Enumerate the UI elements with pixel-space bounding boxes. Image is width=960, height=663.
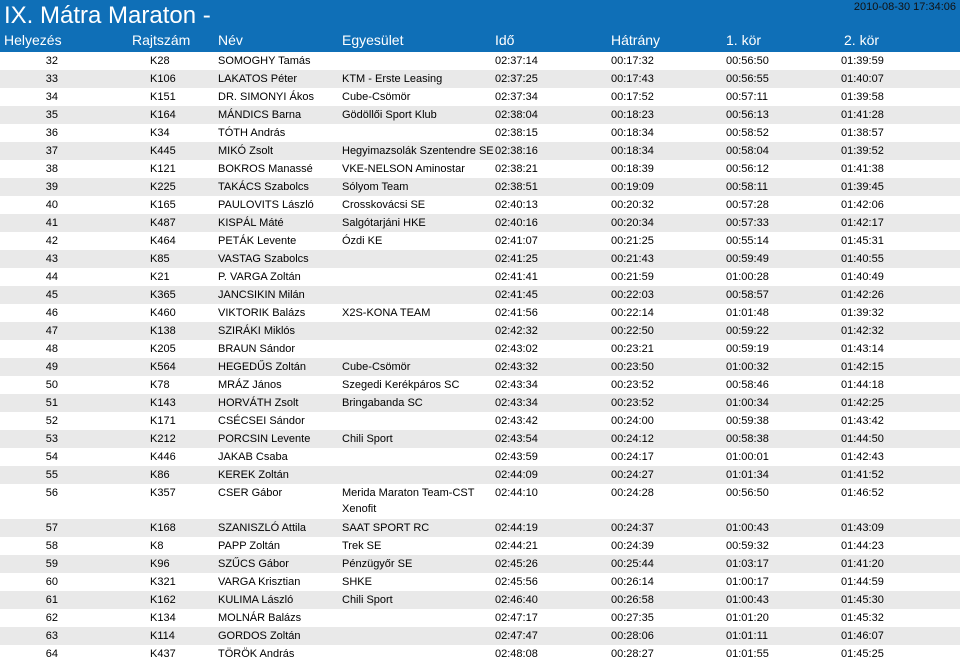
cell-lap1: 00:59:19 bbox=[726, 343, 769, 355]
cell-place: 58 bbox=[45, 540, 58, 552]
cell-name: HEGEDŰS Zoltán bbox=[218, 361, 307, 373]
cell-lap1: 01:01:20 bbox=[726, 612, 769, 624]
cell-lap1: 00:55:14 bbox=[726, 235, 769, 247]
cell-lap2: 01:46:07 bbox=[841, 630, 884, 642]
cell-bib: K564 bbox=[150, 361, 176, 373]
cell-name: CSER Gábor bbox=[218, 487, 283, 499]
table-row bbox=[0, 214, 960, 232]
cell-time: 02:38:16 bbox=[495, 145, 538, 157]
cell-time: 02:44:19 bbox=[495, 522, 538, 534]
cell-place: 61 bbox=[45, 594, 58, 606]
cell-place: 54 bbox=[45, 451, 58, 463]
cell-time: 02:41:07 bbox=[495, 235, 538, 247]
column-header-lap2: 2. kör bbox=[844, 32, 880, 48]
cell-time: 02:44:09 bbox=[495, 469, 538, 481]
cell-club: Gödöllői Sport Klub bbox=[342, 109, 437, 121]
cell-time: 02:43:34 bbox=[495, 379, 538, 391]
cell-place: 55 bbox=[45, 469, 58, 481]
cell-club: Merida Maraton Team-CST Xenofit bbox=[342, 487, 475, 515]
cell-lap2: 01:43:42 bbox=[841, 415, 884, 427]
cell-lap2: 01:45:30 bbox=[841, 594, 884, 606]
cell-name: BRAUN Sándor bbox=[218, 343, 296, 355]
cell-place: 56 bbox=[45, 487, 58, 499]
cell-name: JANCSIKIN Milán bbox=[218, 289, 305, 301]
table-row bbox=[0, 555, 960, 573]
cell-bib: K85 bbox=[150, 253, 170, 265]
cell-bib: K212 bbox=[150, 433, 176, 445]
cell-time: 02:38:04 bbox=[495, 109, 538, 121]
cell-bib: K96 bbox=[150, 558, 170, 570]
cell-time: 02:43:59 bbox=[495, 451, 538, 463]
cell-name: SZŰCS Gábor bbox=[218, 558, 289, 570]
table-row bbox=[0, 466, 960, 484]
cell-name: VIKTORIK Balázs bbox=[218, 307, 306, 319]
cell-lap1: 01:03:17 bbox=[726, 558, 769, 570]
cell-bib: K446 bbox=[150, 451, 176, 463]
table-row bbox=[0, 304, 960, 322]
column-header-club: Egyesület bbox=[342, 32, 404, 48]
cell-bib: K78 bbox=[150, 379, 170, 391]
cell-behind: 00:21:43 bbox=[611, 253, 654, 265]
cell-bib: K171 bbox=[150, 415, 176, 427]
cell-place: 34 bbox=[45, 91, 58, 103]
cell-bib: K106 bbox=[150, 73, 176, 85]
cell-bib: K437 bbox=[150, 648, 176, 660]
cell-place: 47 bbox=[45, 325, 58, 337]
cell-lap2: 01:42:26 bbox=[841, 289, 884, 301]
cell-behind: 00:23:52 bbox=[611, 397, 654, 409]
cell-lap2: 01:40:49 bbox=[841, 271, 884, 283]
cell-name: TÓTH András bbox=[218, 127, 286, 139]
cell-behind: 00:26:58 bbox=[611, 594, 654, 606]
table-row bbox=[0, 340, 960, 358]
cell-lap2: 01:44:59 bbox=[841, 576, 884, 588]
table-row bbox=[0, 52, 960, 70]
cell-lap1: 00:58:11 bbox=[726, 181, 769, 193]
table-row bbox=[0, 358, 960, 376]
page-title: IX. Mátra Maraton - bbox=[4, 2, 211, 29]
table-row bbox=[0, 322, 960, 340]
cell-lap2: 01:39:58 bbox=[841, 91, 884, 103]
cell-lap2: 01:45:31 bbox=[841, 235, 884, 247]
cell-lap1: 00:56:12 bbox=[726, 163, 769, 175]
cell-name: TAKÁCS Szabolcs bbox=[218, 181, 309, 193]
cell-place: 39 bbox=[45, 181, 58, 193]
cell-time: 02:40:16 bbox=[495, 217, 538, 229]
cell-time: 02:43:02 bbox=[495, 343, 538, 355]
cell-place: 33 bbox=[45, 73, 58, 85]
cell-behind: 00:28:06 bbox=[611, 630, 654, 642]
cell-time: 02:43:32 bbox=[495, 361, 538, 373]
cell-behind: 00:25:44 bbox=[611, 558, 654, 570]
cell-behind: 00:20:34 bbox=[611, 217, 654, 229]
cell-time: 02:43:54 bbox=[495, 433, 538, 445]
cell-behind: 00:23:52 bbox=[611, 379, 654, 391]
cell-bib: K138 bbox=[150, 325, 176, 337]
cell-bib: K460 bbox=[150, 307, 176, 319]
cell-club: Szegedi Kerékpáros SC bbox=[342, 379, 460, 391]
cell-lap2: 01:42:43 bbox=[841, 451, 884, 463]
cell-lap1: 00:58:57 bbox=[726, 289, 769, 301]
column-header-time: Idő bbox=[495, 32, 515, 48]
cell-behind: 00:18:39 bbox=[611, 163, 654, 175]
cell-bib: K464 bbox=[150, 235, 176, 247]
cell-bib: K365 bbox=[150, 289, 176, 301]
cell-place: 62 bbox=[45, 612, 58, 624]
cell-lap1: 01:01:11 bbox=[726, 630, 769, 642]
cell-place: 60 bbox=[45, 576, 58, 588]
cell-lap1: 01:00:32 bbox=[726, 361, 769, 373]
cell-lap1: 00:56:50 bbox=[726, 487, 769, 499]
cell-club: Chili Sport bbox=[342, 433, 393, 445]
cell-time: 02:43:42 bbox=[495, 415, 538, 427]
cell-club: X2S-KONA TEAM bbox=[342, 307, 431, 319]
table-row bbox=[0, 537, 960, 555]
cell-name: MÁNDICS Barna bbox=[218, 109, 302, 121]
cell-lap1: 00:56:55 bbox=[726, 73, 769, 85]
cell-club: VKE-NELSON Aminostar bbox=[342, 163, 465, 175]
cell-time: 02:38:51 bbox=[495, 181, 538, 193]
cell-bib: K445 bbox=[150, 145, 176, 157]
cell-time: 02:41:41 bbox=[495, 271, 538, 283]
cell-time: 02:41:25 bbox=[495, 253, 538, 265]
cell-behind: 00:20:32 bbox=[611, 199, 654, 211]
cell-lap1: 00:57:33 bbox=[726, 217, 769, 229]
cell-place: 44 bbox=[45, 271, 58, 283]
cell-place: 41 bbox=[45, 217, 58, 229]
cell-place: 43 bbox=[45, 253, 58, 265]
cell-bib: K21 bbox=[150, 271, 170, 283]
cell-name: MOLNÁR Balázs bbox=[218, 612, 302, 624]
cell-name: PAPP Zoltán bbox=[218, 540, 280, 552]
cell-lap2: 01:40:55 bbox=[841, 253, 884, 265]
cell-name: PAULOVITS László bbox=[218, 199, 314, 211]
cell-time: 02:40:13 bbox=[495, 199, 538, 211]
cell-name: TÖRÖK András bbox=[218, 648, 295, 660]
cell-name: VARGA Krisztian bbox=[218, 576, 301, 588]
cell-name: LAKATOS Péter bbox=[218, 73, 298, 85]
cell-lap1: 00:59:38 bbox=[726, 415, 769, 427]
cell-behind: 00:17:52 bbox=[611, 91, 654, 103]
cell-lap2: 01:42:17 bbox=[841, 217, 884, 229]
cell-lap1: 00:59:22 bbox=[726, 325, 769, 337]
cell-bib: K114 bbox=[150, 630, 175, 642]
cell-time: 02:44:10 bbox=[495, 487, 538, 499]
cell-club: Sólyom Team bbox=[342, 181, 409, 193]
cell-behind: 00:18:34 bbox=[611, 145, 654, 157]
cell-behind: 00:24:12 bbox=[611, 433, 654, 445]
cell-name: KULIMA László bbox=[218, 594, 294, 606]
cell-place: 53 bbox=[45, 433, 58, 445]
cell-name: PETÁK Levente bbox=[218, 235, 297, 247]
cell-name: VASTAG Szabolcs bbox=[218, 253, 309, 265]
cell-behind: 00:17:43 bbox=[611, 73, 654, 85]
cell-lap2: 01:43:14 bbox=[841, 343, 884, 355]
cell-time: 02:44:21 bbox=[495, 540, 538, 552]
table-row bbox=[0, 394, 960, 412]
cell-name: SZIRÁKI Miklós bbox=[218, 325, 296, 337]
cell-lap1: 00:59:32 bbox=[726, 540, 769, 552]
cell-place: 52 bbox=[45, 415, 58, 427]
cell-time: 02:41:45 bbox=[495, 289, 538, 301]
cell-behind: 00:22:50 bbox=[611, 325, 654, 337]
cell-bib: K357 bbox=[150, 487, 176, 499]
cell-club: Hegyimazsolák Szentendre SE bbox=[342, 145, 494, 157]
cell-behind: 00:22:14 bbox=[611, 307, 654, 319]
cell-club: Ózdi KE bbox=[342, 235, 383, 247]
cell-lap2: 01:39:45 bbox=[841, 181, 884, 193]
cell-behind: 00:24:00 bbox=[611, 415, 654, 427]
cell-name: P. VARGA Zoltán bbox=[218, 271, 301, 283]
cell-behind: 00:24:27 bbox=[611, 469, 654, 481]
cell-lap2: 01:46:52 bbox=[841, 487, 884, 499]
table-row bbox=[0, 232, 960, 250]
cell-lap2: 01:44:18 bbox=[841, 379, 884, 391]
cell-name: DR. SIMONYI Ákos bbox=[218, 91, 314, 103]
cell-lap1: 00:56:13 bbox=[726, 109, 769, 121]
cell-bib: K225 bbox=[150, 181, 176, 193]
column-header-place: Helyezés bbox=[4, 32, 62, 48]
table-row bbox=[0, 573, 960, 591]
cell-bib: K86 bbox=[150, 469, 170, 481]
cell-name: JAKAB Csaba bbox=[218, 451, 288, 463]
table-row bbox=[0, 268, 960, 286]
cell-place: 51 bbox=[45, 397, 58, 409]
cell-lap1: 00:59:49 bbox=[726, 253, 769, 265]
cell-bib: K121 bbox=[150, 163, 176, 175]
table-row bbox=[0, 124, 960, 142]
cell-behind: 00:27:35 bbox=[611, 612, 654, 624]
cell-club: SAAT SPORT RC bbox=[342, 522, 430, 534]
cell-time: 02:42:32 bbox=[495, 325, 538, 337]
cell-place: 38 bbox=[45, 163, 58, 175]
cell-time: 02:45:26 bbox=[495, 558, 538, 570]
cell-club: Salgótarjáni HKE bbox=[342, 217, 426, 229]
cell-name: KEREK Zoltán bbox=[218, 469, 289, 481]
cell-lap2: 01:45:32 bbox=[841, 612, 884, 624]
cell-behind: 00:24:37 bbox=[611, 522, 654, 534]
cell-lap1: 00:56:50 bbox=[726, 55, 769, 67]
cell-club: Trek SE bbox=[342, 540, 382, 552]
cell-lap2: 01:39:52 bbox=[841, 145, 884, 157]
cell-name: SZANISZLÓ Attila bbox=[218, 522, 307, 534]
cell-lap1: 01:00:28 bbox=[726, 271, 769, 283]
cell-lap2: 01:39:32 bbox=[841, 307, 884, 319]
cell-lap2: 01:42:32 bbox=[841, 325, 884, 337]
cell-bib: K205 bbox=[150, 343, 176, 355]
table-row bbox=[0, 106, 960, 124]
table-row bbox=[0, 142, 960, 160]
table-row bbox=[0, 484, 960, 519]
table-row bbox=[0, 196, 960, 214]
cell-place: 35 bbox=[45, 109, 58, 121]
table-row bbox=[0, 376, 960, 394]
cell-bib: K143 bbox=[150, 397, 176, 409]
cell-name: MRÁZ János bbox=[218, 379, 282, 391]
cell-time: 02:41:56 bbox=[495, 307, 538, 319]
cell-bib: K165 bbox=[150, 199, 176, 211]
cell-name: MIKÓ Zsolt bbox=[218, 145, 274, 157]
table-row bbox=[0, 430, 960, 448]
column-header-bib: Rajtszám bbox=[132, 32, 191, 48]
cell-bib: K168 bbox=[150, 522, 176, 534]
cell-behind: 00:23:50 bbox=[611, 361, 654, 373]
cell-club: Bringabanda SC bbox=[342, 397, 423, 409]
table-row bbox=[0, 160, 960, 178]
cell-time: 02:47:17 bbox=[495, 612, 538, 624]
cell-bib: K164 bbox=[150, 109, 176, 121]
cell-name: KISPÁL Máté bbox=[218, 217, 284, 229]
table-row bbox=[0, 412, 960, 430]
cell-behind: 00:23:21 bbox=[611, 343, 654, 355]
cell-lap2: 01:39:59 bbox=[841, 55, 884, 67]
cell-lap1: 01:00:43 bbox=[726, 594, 769, 606]
cell-club: KTM - Erste Leasing bbox=[342, 73, 443, 85]
cell-place: 59 bbox=[45, 558, 58, 570]
cell-lap1: 01:00:34 bbox=[726, 397, 769, 409]
cell-name: CSÉCSEI Sándor bbox=[218, 415, 305, 427]
cell-place: 45 bbox=[45, 289, 58, 301]
results-header-bar bbox=[0, 0, 960, 52]
cell-lap1: 00:58:46 bbox=[726, 379, 769, 391]
cell-bib: K321 bbox=[150, 576, 176, 588]
column-header-name: Név bbox=[218, 32, 243, 48]
cell-lap1: 00:58:04 bbox=[726, 145, 769, 157]
cell-lap2: 01:45:25 bbox=[841, 648, 884, 660]
cell-behind: 00:18:23 bbox=[611, 109, 654, 121]
cell-name: BOKROS Manassé bbox=[218, 163, 313, 175]
cell-lap2: 01:42:06 bbox=[841, 199, 884, 211]
cell-lap2: 01:44:50 bbox=[841, 433, 884, 445]
cell-behind: 00:18:34 bbox=[611, 127, 654, 139]
cell-lap1: 00:58:38 bbox=[726, 433, 769, 445]
table-row bbox=[0, 591, 960, 609]
table-row bbox=[0, 645, 960, 663]
cell-behind: 00:19:09 bbox=[611, 181, 654, 193]
cell-name: SOMOGHY Tamás bbox=[218, 55, 311, 67]
cell-name: GORDOS Zoltán bbox=[218, 630, 301, 642]
cell-lap2: 01:40:07 bbox=[841, 73, 884, 85]
cell-place: 46 bbox=[45, 307, 58, 319]
cell-bib: K8 bbox=[150, 540, 164, 552]
cell-club: Cube-Csömör bbox=[342, 361, 411, 373]
cell-behind: 00:22:03 bbox=[611, 289, 654, 301]
cell-name: PORCSIN Levente bbox=[218, 433, 311, 445]
cell-lap1: 01:00:01 bbox=[726, 451, 769, 463]
cell-time: 02:48:08 bbox=[495, 648, 538, 660]
cell-bib: K134 bbox=[150, 612, 176, 624]
cell-behind: 00:24:39 bbox=[611, 540, 654, 552]
column-header-lap1: 1. kör bbox=[726, 32, 762, 48]
table-row bbox=[0, 250, 960, 268]
cell-behind: 00:26:14 bbox=[611, 576, 654, 588]
cell-time: 02:38:21 bbox=[495, 163, 538, 175]
cell-behind: 00:17:32 bbox=[611, 55, 654, 67]
cell-bib: K162 bbox=[150, 594, 176, 606]
cell-place: 40 bbox=[45, 199, 58, 211]
cell-lap2: 01:42:15 bbox=[841, 361, 884, 373]
cell-time: 02:38:15 bbox=[495, 127, 538, 139]
cell-time: 02:43:34 bbox=[495, 397, 538, 409]
cell-club: Crosskovácsi SE bbox=[342, 199, 426, 211]
cell-club: Pénzügyőr SE bbox=[342, 558, 413, 570]
cell-lap1: 01:01:48 bbox=[726, 307, 769, 319]
cell-place: 50 bbox=[45, 379, 58, 391]
cell-lap2: 01:41:38 bbox=[841, 163, 884, 175]
cell-name: HORVÁTH Zsolt bbox=[218, 397, 299, 409]
cell-lap1: 00:57:11 bbox=[726, 91, 769, 103]
cell-time: 02:47:47 bbox=[495, 630, 538, 642]
cell-lap2: 01:41:20 bbox=[841, 558, 884, 570]
cell-bib: K151 bbox=[150, 91, 176, 103]
cell-lap2: 01:41:28 bbox=[841, 109, 884, 121]
cell-bib: K34 bbox=[150, 127, 170, 139]
cell-lap1: 00:58:52 bbox=[726, 127, 769, 139]
cell-place: 49 bbox=[45, 361, 58, 373]
cell-behind: 00:24:17 bbox=[611, 451, 654, 463]
cell-time: 02:46:40 bbox=[495, 594, 538, 606]
table-row bbox=[0, 70, 960, 88]
cell-club: Cube-Csömör bbox=[342, 91, 411, 103]
cell-time: 02:37:34 bbox=[495, 91, 538, 103]
cell-behind: 00:28:27 bbox=[611, 648, 654, 660]
cell-lap2: 01:44:23 bbox=[841, 540, 884, 552]
cell-time: 02:37:14 bbox=[495, 55, 538, 67]
column-header-behind: Hátrány bbox=[611, 32, 661, 48]
cell-club: Chili Sport bbox=[342, 594, 393, 606]
cell-place: 63 bbox=[45, 630, 58, 642]
table-row bbox=[0, 448, 960, 466]
table-row bbox=[0, 286, 960, 304]
cell-lap2: 01:38:57 bbox=[841, 127, 884, 139]
cell-time: 02:45:56 bbox=[495, 576, 538, 588]
cell-lap2: 01:41:52 bbox=[841, 469, 884, 481]
cell-place: 36 bbox=[45, 127, 58, 139]
cell-lap2: 01:43:09 bbox=[841, 522, 884, 534]
table-row bbox=[0, 519, 960, 537]
cell-place: 42 bbox=[45, 235, 58, 247]
cell-place: 64 bbox=[45, 648, 58, 660]
timestamp: 2010-08-30 17:34:06 bbox=[853, 1, 956, 13]
table-row bbox=[0, 627, 960, 645]
cell-lap2: 01:42:25 bbox=[841, 397, 884, 409]
cell-lap1: 01:00:17 bbox=[726, 576, 769, 588]
cell-lap1: 01:01:55 bbox=[726, 648, 769, 660]
cell-lap1: 00:57:28 bbox=[726, 199, 769, 211]
cell-behind: 00:21:25 bbox=[611, 235, 654, 247]
cell-place: 57 bbox=[45, 522, 58, 534]
cell-time: 02:37:25 bbox=[495, 73, 538, 85]
table-row bbox=[0, 88, 960, 106]
cell-place: 48 bbox=[45, 343, 58, 355]
results-table bbox=[0, 52, 960, 663]
cell-club: SHKE bbox=[342, 576, 372, 588]
cell-lap1: 01:01:34 bbox=[726, 469, 769, 481]
cell-behind: 00:21:59 bbox=[611, 271, 654, 283]
table-row bbox=[0, 609, 960, 627]
cell-bib: K487 bbox=[150, 217, 176, 229]
cell-place: 37 bbox=[45, 145, 58, 157]
cell-lap1: 01:00:43 bbox=[726, 522, 769, 534]
cell-bib: K28 bbox=[150, 55, 170, 67]
cell-behind: 00:24:28 bbox=[611, 487, 654, 499]
table-row bbox=[0, 178, 960, 196]
cell-place: 32 bbox=[45, 55, 58, 67]
